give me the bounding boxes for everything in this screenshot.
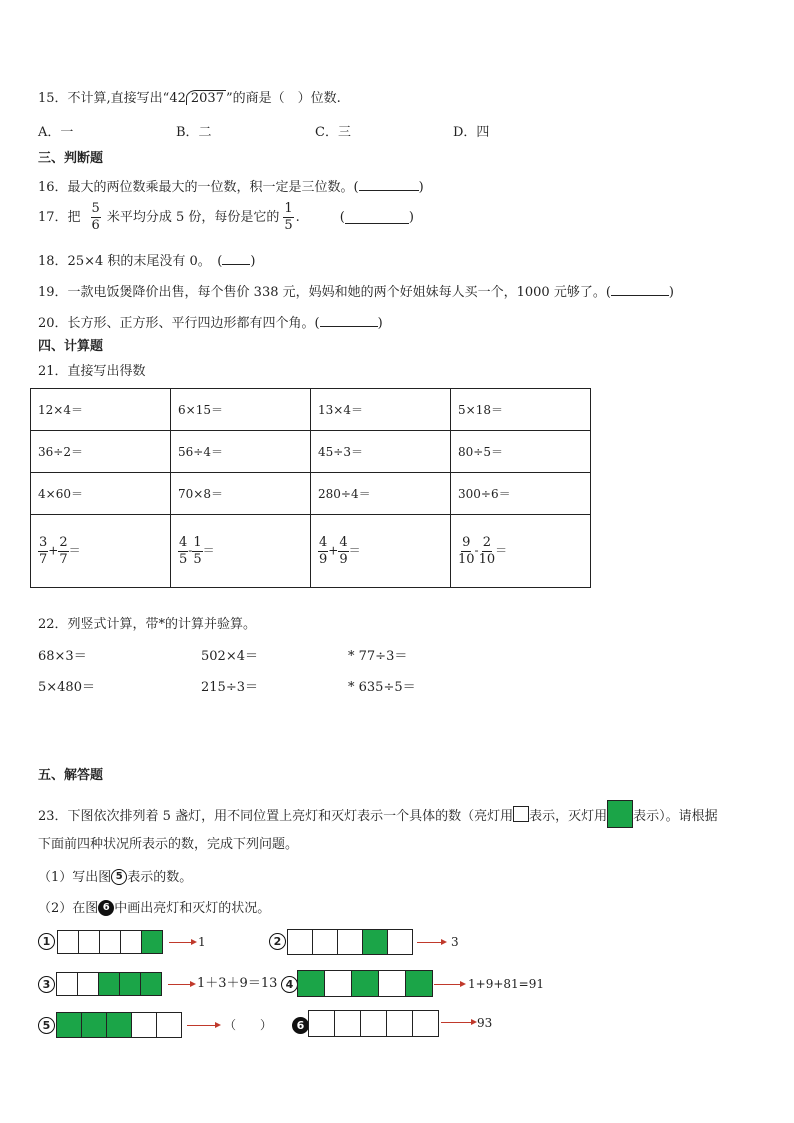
fraction <box>318 536 328 566</box>
q16-text: 16．最大的两位数乘最大的一位数，积一定是三位数。( <box>38 180 359 195</box>
numerator: 2 <box>59 534 68 550</box>
equals-sign: ＝ <box>68 543 81 558</box>
numerator: 4 <box>339 534 348 550</box>
table-row-fractions <box>31 515 591 588</box>
equals-sign: ＝ <box>348 543 361 558</box>
fraction <box>479 536 496 566</box>
q16-blank[interactable] <box>359 178 419 191</box>
lamp <box>351 970 379 997</box>
q17-end: . <box>295 209 300 225</box>
figure-1-result: 1 <box>198 935 206 949</box>
lamp <box>324 970 352 997</box>
q17-den2: 5 <box>284 217 293 233</box>
figure-3-label: 3 <box>38 976 55 993</box>
q22-item: * 77÷3＝ <box>348 649 408 664</box>
operator: - <box>474 543 479 558</box>
q17-fraction-1 <box>91 202 101 232</box>
q15-divisor: 42 <box>169 91 186 106</box>
lamp <box>287 929 313 955</box>
fraction-cell[interactable] <box>31 515 171 588</box>
table-cell[interactable]: 12×4＝ <box>31 389 171 431</box>
q17-open: ( <box>339 209 345 225</box>
q17-middle: 米平均分成 5 份，每份是它的 <box>106 209 280 225</box>
lamp <box>378 970 406 997</box>
lamp <box>405 970 433 997</box>
q20-line <box>38 314 383 330</box>
lamp <box>120 930 142 954</box>
q15-option-a: A．一 <box>38 125 74 140</box>
denominator: 5 <box>179 551 188 567</box>
lamp <box>156 1012 182 1038</box>
fraction-cell[interactable] <box>171 515 311 588</box>
numerator: 4 <box>179 534 188 550</box>
arrow-icon <box>169 942 193 943</box>
denominator: 7 <box>59 551 68 567</box>
q15-dividend: 2037 <box>186 90 226 105</box>
q22-item: 502×4＝ <box>201 649 258 664</box>
circled-number-6: 6 <box>98 900 114 916</box>
lamp[interactable] <box>308 1010 335 1037</box>
figure-2-lamps <box>288 929 413 955</box>
figure-1-label: 1 <box>38 933 55 950</box>
q17-close: ) <box>408 209 414 225</box>
q18-text: 18．25×4 积的末尾没有 0。 ( <box>38 254 223 269</box>
q16-close: ) <box>418 180 424 195</box>
q23-sub2-end: 中画出亮灯和灭灯的状况。 <box>114 900 271 916</box>
q23-line1-b: 表示，灭灯用 <box>529 809 608 824</box>
numerator: 3 <box>39 534 48 550</box>
lamp <box>78 930 100 954</box>
q21-title: 21．直接写出得数 <box>38 364 146 379</box>
operator: + <box>48 543 59 558</box>
figure-4-result: 1+9+81=91 <box>468 977 544 991</box>
fraction <box>58 536 68 566</box>
lamp <box>81 1012 107 1038</box>
figure-6-result: 93 <box>477 1016 493 1030</box>
table-cell[interactable]: 6×15＝ <box>171 389 311 431</box>
numerator: 9 <box>462 534 471 550</box>
equals-sign: ＝ <box>495 543 508 558</box>
q22-item: 5×480＝ <box>38 680 95 695</box>
table-cell[interactable]: 300÷6＝ <box>451 473 591 515</box>
lamp <box>362 929 388 955</box>
table-row <box>31 431 591 473</box>
lamp <box>141 930 163 954</box>
arrow-icon <box>417 942 443 943</box>
lamp <box>56 1012 82 1038</box>
figure-5-result[interactable]: （ ） <box>224 1018 273 1032</box>
arrow-icon <box>434 984 462 985</box>
table-cell[interactable]: 4×60＝ <box>31 473 171 515</box>
q23-line1-c: 表示）。请根据 <box>633 809 718 824</box>
q16-line <box>38 178 424 194</box>
q15-prefix: 15．不计算,直接写出“ <box>38 91 170 106</box>
table-cell[interactable]: 56÷4＝ <box>171 431 311 473</box>
lamp <box>387 929 413 955</box>
figure-6-label: 6 <box>292 1017 309 1034</box>
numerator: 4 <box>319 534 328 550</box>
lamp <box>106 1012 132 1038</box>
figure-5-lamps <box>57 1012 182 1038</box>
operator: - <box>188 543 193 558</box>
q22-item: 215÷3＝ <box>201 680 258 695</box>
figure-2-label: 2 <box>269 933 286 950</box>
numerator: 2 <box>482 534 492 550</box>
lamp <box>131 1012 157 1038</box>
fraction <box>338 536 348 566</box>
q17-line <box>38 202 414 232</box>
table-cell[interactable]: 70×8＝ <box>171 473 311 515</box>
lamp <box>99 930 121 954</box>
lamp <box>98 972 120 996</box>
table-cell[interactable]: 80÷5＝ <box>451 431 591 473</box>
q15-suffix: ”的商是（ ）位数. <box>225 91 341 106</box>
fraction <box>192 536 202 566</box>
q20-blank[interactable] <box>320 314 378 327</box>
denominator: 10 <box>458 551 475 567</box>
q21-table <box>30 388 591 588</box>
q23-line1-a: 23．下图依次排列着 5 盏灯，用不同位置上亮灯和灭灯表示一个具体的数（亮灯用 <box>38 809 514 824</box>
figure-4-lamps <box>298 970 433 997</box>
fraction-cell[interactable] <box>451 515 591 588</box>
arrow-icon <box>168 984 192 985</box>
q20-text: 20．长方形、正方形、平行四边形都有四个角。( <box>38 316 320 331</box>
figure-3-lamps <box>57 972 162 996</box>
lamp <box>119 972 141 996</box>
section5-title: 五、解答题 <box>38 768 104 783</box>
table-cell[interactable]: 13×4＝ <box>311 389 451 431</box>
figure-3-result: 1＋3＋9＝13 <box>197 976 278 991</box>
denominator: 10 <box>478 551 496 567</box>
section4-title: 四、计算题 <box>38 339 104 354</box>
q15-option-c: C．三 <box>315 125 351 140</box>
numerator: 1 <box>193 534 202 550</box>
q17-den1: 6 <box>91 217 100 233</box>
q15-option-d: D．四 <box>453 125 490 140</box>
lamp <box>57 930 79 954</box>
figure-5-label: 5 <box>38 1017 55 1034</box>
lamp <box>297 970 325 997</box>
table-row <box>31 473 591 515</box>
q23-sub1-text: （1）写出图 <box>38 869 112 885</box>
q19-line <box>38 283 674 299</box>
q22-title: 22．列竖式计算，带*的计算并验算。 <box>38 617 257 632</box>
lamp[interactable] <box>334 1010 361 1037</box>
fraction <box>178 536 188 566</box>
figure-6-lamps[interactable] <box>309 1010 439 1037</box>
section3-title: 三、判断题 <box>38 151 104 166</box>
q23-sub1-end: 表示的数。 <box>127 869 193 885</box>
q23-sub1 <box>38 869 192 885</box>
lamp <box>77 972 99 996</box>
table-cell[interactable]: 280÷4＝ <box>311 473 451 515</box>
q17-fraction-2 <box>283 202 293 232</box>
q22-item: * 635÷5＝ <box>348 680 416 695</box>
q23-sub2-text: （2）在图 <box>38 900 99 916</box>
fraction-cell[interactable] <box>311 515 451 588</box>
equals-sign: ＝ <box>202 543 215 558</box>
q17-num2: 1 <box>284 201 293 216</box>
q23-line1 <box>38 800 718 828</box>
lamp <box>56 972 78 996</box>
q17-blank[interactable] <box>345 211 409 224</box>
table-row <box>31 389 591 431</box>
arrow-icon <box>187 1025 217 1026</box>
denominator: 9 <box>319 551 328 567</box>
q15-line <box>38 90 341 105</box>
lamp <box>312 929 338 955</box>
circled-number-5: 5 <box>111 869 127 885</box>
figure-4-label: 4 <box>281 976 298 993</box>
unlit-lamp-icon <box>607 800 633 828</box>
q19-text: 19．一款电饭煲降价出售，每个售价 338 元，妈妈和她的两个好姐妹每人买一个，1000 元够了。( <box>38 285 611 300</box>
q18-close: ) <box>250 254 256 269</box>
lamp[interactable] <box>412 1010 439 1037</box>
lamp[interactable] <box>386 1010 413 1037</box>
lamp[interactable] <box>360 1010 387 1037</box>
q19-close: ) <box>668 285 674 300</box>
table-cell[interactable]: 45÷3＝ <box>311 431 451 473</box>
q22-item: 68×3＝ <box>38 649 87 664</box>
lit-lamp-icon <box>513 806 529 822</box>
q18-line <box>38 252 255 268</box>
lamp <box>337 929 363 955</box>
operator: + <box>328 543 339 558</box>
q20-close: ) <box>377 316 383 331</box>
figure-1-lamps <box>58 930 163 954</box>
q17-num1: 5 <box>91 201 100 216</box>
denominator: 5 <box>193 551 202 567</box>
q23-line2: 下面前四种状况所表示的数，完成下列问题。 <box>38 837 299 852</box>
lamp <box>140 972 162 996</box>
table-cell[interactable]: 5×18＝ <box>451 389 591 431</box>
q18-blank[interactable] <box>222 252 250 265</box>
denominator: 9 <box>339 551 348 567</box>
denominator: 7 <box>39 551 48 567</box>
q17-prefix: 17．把 <box>38 209 81 225</box>
fraction <box>38 536 48 566</box>
q15-option-b: B．二 <box>176 125 212 140</box>
q19-blank[interactable] <box>611 283 669 296</box>
figure-2-result: 3 <box>451 935 459 949</box>
table-cell[interactable]: 36÷2＝ <box>31 431 171 473</box>
fraction <box>458 536 475 566</box>
q23-sub2 <box>38 900 270 916</box>
arrow-icon <box>441 1022 473 1023</box>
